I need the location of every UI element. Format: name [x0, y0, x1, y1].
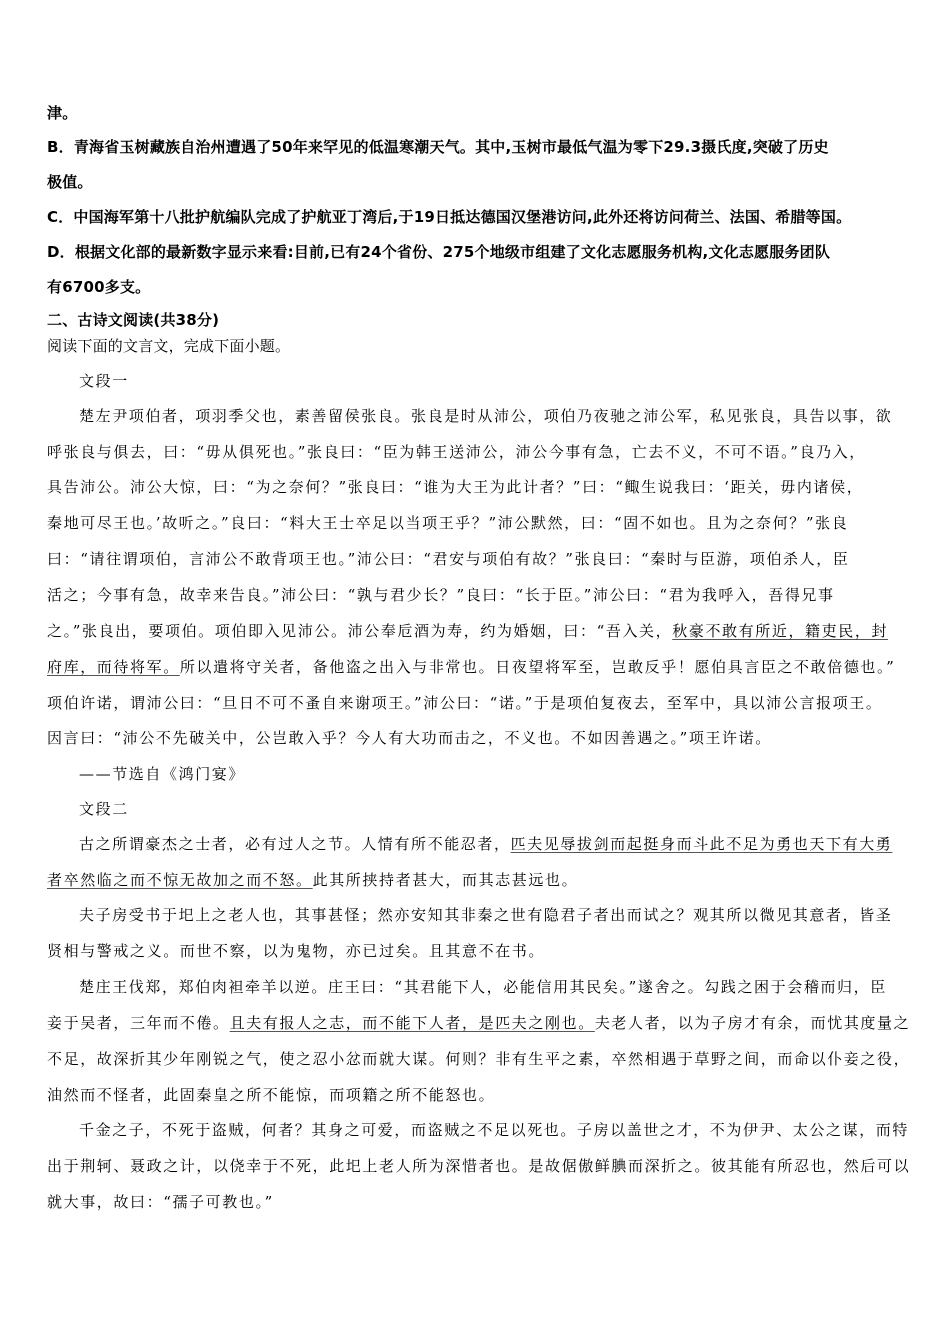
text-segment: 之。”张良出，要项伯。项伯即入见沛公。沛公奉卮酒为寿，约为婚姻，曰：“吾入关， [47, 622, 673, 640]
passage-two-line: 油然而不怪者，此固秦皇之所不能惊，而项籍之所不能怒也。 [47, 1086, 496, 1104]
passage-one-line: 楚左尹项伯者，项羽季父也，素善留侯张良。张良是时从沛公，项伯乃夜驰之沛公军，私见张良，具告以事，欲 [79, 407, 893, 425]
text-segment: 所以遣将守关者，备他盗之出入与非常也。日夜望将军至，岂敢反乎！愿伯具言臣之不敢倍德也。” [179, 658, 896, 676]
passage-two-line: 不足，故深折其少年刚锐之气，使之忍小忿而就大谋。何则？非有生平之素，卒然相遇于草野之间，而命以仆妾之役， [47, 1050, 911, 1068]
option-c: C．中国海军第十八批护航编队完成了护航亚丁湾后,于19日抵达德国汉堡港访问,此外还将访问荷兰、法国、希腊等国。 [47, 208, 852, 226]
option-b-line-1: B．青海省玉树藏族自治州遭遇了50年来罕见的低温寒潮天气。其中,玉树市最低气温为零下29.3摄氏度,突破了历史 [47, 138, 829, 156]
passage-one-source: ——节选自《鸿门宴》 [79, 765, 246, 783]
passage-two-line [47, 1013, 910, 1033]
passage-one-line: 因言曰：“沛公不先破关中，公岂敢入乎？今人有大功而击之，不义也。不如因善遇之。”项王许诺。 [47, 729, 772, 747]
passage-two-line: 贤相与警戒之义。而世不察，以为鬼物，亦已过矣。且其意不在书。 [47, 942, 546, 960]
underlined-sentence: 且夫有报人之志，而不能下人者，是匹夫之刚也。 [229, 1014, 595, 1032]
passage-one-line [47, 657, 895, 677]
passage-two-line: 就大事，故曰：“孺子可教也。” [47, 1193, 274, 1211]
text-segment: 妾于吴者，三年而不倦。 [47, 1014, 230, 1032]
passage-two-line: 楚庄王伐郑，郑伯肉袒牵羊以逆。庄王曰：“其君能下人，必能信用其民矣。”遂舍之。勾践之困于会稽而归，臣 [79, 978, 887, 996]
section-heading: 二、古诗文阅读(共38分) [47, 311, 220, 329]
option-b-line-2: 极值。 [47, 173, 93, 191]
option-a-continuation: 津。 [47, 104, 78, 122]
text-segment: 古之所谓豪杰之士者，必有过人之节。人情有所不能忍者， [79, 835, 511, 853]
passage-two-line [79, 834, 892, 854]
option-d-line-1: D．根据文化部的最新数字显示来看:目前,已有24个省份、275个地级市组建了文化志愿服务机构,文化志愿服务团队 [47, 243, 831, 261]
passage-one-line: 活之；今事有急，故幸来告良。”沛公曰：“孰与君少长？”良曰：“长于臣。”沛公曰：“君为我呼入，吾得兄事 [47, 586, 835, 604]
passage-two-line [47, 870, 578, 890]
underlined-sentence: 匹夫见辱拔剑而起挺身而斗此不足为勇也天下有大勇 [510, 835, 893, 853]
passage-two-line: 千金之子，不死于盗贼，何者？其身之可爱，而盗贼之不足以死也。子房以盖世之才，不为伊尹、太公之谋，而特 [79, 1121, 910, 1139]
option-d-line-2: 有6700多支。 [47, 278, 151, 296]
passage-one-line: 秦地可尽王也。’故听之。”良曰：“料大王士卒足以当项王乎？”沛公默然，曰：“固不如也。且为之奈何？”张良 [47, 514, 849, 532]
underlined-sentence: 府库，而待将军。 [47, 658, 180, 676]
passage-one-label: 文段一 [79, 372, 129, 390]
underlined-sentence: 者卒然临之而不惊无故加之而不怒。 [47, 871, 313, 889]
passage-one-line [47, 621, 888, 641]
passage-one-line: 项伯许诺，谓沛公曰：“旦日不可不蚤自来谢项王。”沛公曰：“诺。”于是项伯复夜去，至军中，具以沛公言报项王。 [47, 694, 883, 712]
passage-one-line: 具告沛公。沛公大惊，曰：“为之奈何？”张良曰：“谁为大王为此计者？”曰：“鲰生说我曰：‘距关，毋内诸侯， [47, 478, 864, 496]
section-instruction: 阅读下面的文言文，完成下面小题。 [47, 337, 291, 355]
passage-one-line: 曰：“请往谓项伯，言沛公不敢背项王也。”沛公曰：“君安与项伯有故？”张良曰：“秦时与臣游，项伯杀人，臣 [47, 550, 850, 568]
passage-two-label: 文段二 [79, 800, 129, 818]
passage-two-line: 夫子房受书于圯上之老人也，其事甚怪；然亦安知其非秦之世有隐君子者出而试之？观其所以微见其意者，皆圣 [79, 906, 893, 924]
text-segment: 夫老人者，以为子房才有余，而忧其度量之 [594, 1014, 911, 1032]
underlined-sentence: 秋豪不敢有所近，籍吏民，封 [672, 622, 889, 640]
passage-one-line: 呼张良与俱去，曰：“毋从俱死也。”张良曰：“臣为韩王送沛公，沛公今事有急，亡去不义，不可不语。”良乃入， [47, 443, 866, 461]
text-segment: 此其所挟持者甚大，而其志甚远也。 [312, 871, 579, 889]
passage-two-line: 出于荆轲、聂政之计，以侥幸于不死，此圯上老人所为深惜者也。是故倨傲鲜腆而深折之。彼其能有所忍也，然后可以 [47, 1157, 911, 1175]
